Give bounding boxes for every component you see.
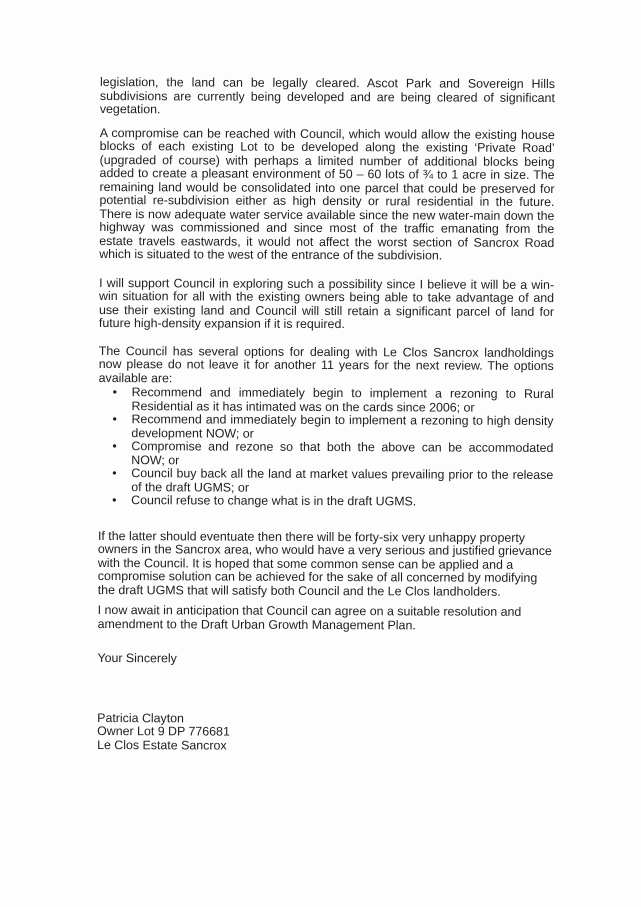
paragraph-await: I now await in anticipation that Council can agree on a suitable resolution and amendment to the Draft Urban Growth Management Plan. <box>97 602 522 632</box>
options-list <box>98 386 554 509</box>
paragraph-legislation: legislation, the land can be legally cleared. Ascot Park and Sovereign Hills subdivisions are currently being developed and are being cleared of significant vegetation. <box>99 75 556 117</box>
signature-block <box>97 711 552 753</box>
option-item <box>98 440 553 469</box>
option-text: Council refuse to change what is in the draft UGMS. <box>131 493 417 509</box>
option-text: Recommend and immediately begin to implement a rezoning to high density development NOW; or <box>131 412 554 441</box>
letter-body <box>97 76 555 754</box>
paragraph-compromise: A compromise can be reached with Council, which would allow the existing house blocks of each existing Lot to be developed along the existing ‘Private Road’ (upgraded of course) with perhaps a limited number of additional blocks being added to create a pleasant environment of 50 – 60 lots of ¾ to 1 acre in size. The remaining land would be consolidated into one parcel that could be preserved for potential re-subdivision either as high density or rural residential in the future. There is now adequate water service available since the new water-main down the highway was commissioned and since most of the traffic emanating from the estate travels eastwards, it would not affect the worst section of Sancrox Road which is situated to the west of the entrance of the subdivision. <box>99 125 555 263</box>
paragraph-options-intro: The Council has several options for dealing with Le Clos Sancrox landholdings now please do not leave it for another 11 years for the next review. The options available are: <box>98 343 554 385</box>
option-text: Council buy back all the land at market values prevailing prior to the release of the draft UGMS; or <box>131 466 554 495</box>
bullet-icon: • <box>112 493 117 508</box>
option-item <box>99 386 554 415</box>
bullet-icon: • <box>112 466 117 481</box>
option-item <box>98 467 553 496</box>
option-item <box>98 413 553 442</box>
paragraph-grievance: If the latter should eventuate then there will be forty-six very unhappy property owners in the Sancrox area, who would have a very serious and justified grievance with the Council. It is hoped that some common sense can be applied and a compromise solution can be achieved for the sake of all concerned by modifying the draft UGMS that will satisfy both Council and the Le Clos landholders. <box>97 528 552 599</box>
paragraph-support: I will support Council in exploring such a possibility since I believe it will be a win-win situation for all with the existing owners being able to take advantage of and use their existing land and Council will still retain a significant parcel of land for future high-density expansion if it is required. <box>98 275 555 332</box>
signatory-estate: Le Clos Estate Sancrox <box>97 737 227 753</box>
signatory-name: Patricia Clayton <box>97 710 185 725</box>
bullet-icon: • <box>112 439 117 454</box>
bullet-icon: • <box>112 412 117 427</box>
bullet-icon: • <box>112 385 117 400</box>
option-item <box>98 494 553 509</box>
option-text: Compromise and rezone so that both the above can be accommodated NOW; or <box>131 439 554 467</box>
option-text: Recommend and immediately begin to implement a rezoning to Rural Residential as it has intimated was on the cards since 2006; or <box>131 385 554 415</box>
signatory-lot: Owner Lot 9 DP 776681 <box>97 723 230 739</box>
closing-salutation: Your Sincerely <box>97 650 177 666</box>
